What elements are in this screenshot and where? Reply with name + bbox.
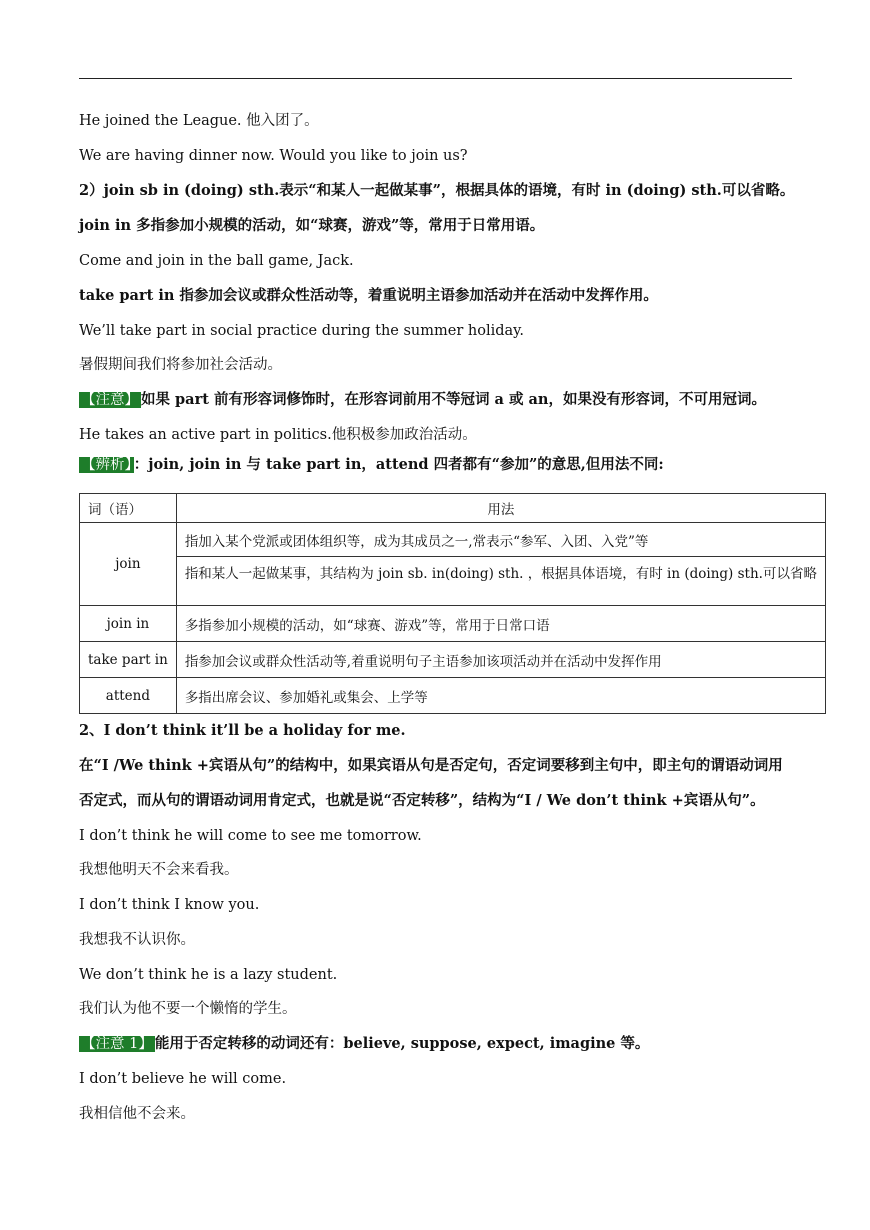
word-cell-take-part-in: take part in (80, 642, 177, 678)
example-sentence: He takes an active part in politics.他积极参加政治活动。 (79, 427, 477, 443)
example-translation: 我们认为他不要一个懒惰的学生。 (79, 1001, 297, 1017)
note-tag: 【注意】 (81, 392, 139, 408)
example-sentence: I don’t think he will come to see me tomorrow. (79, 828, 422, 844)
section-heading: 2、I don’t think it’ll be a holiday for me. (79, 722, 406, 739)
note-text: 如果 part 前有形容词修饰时，在形容词前用不等冠词 a 或 an，如果没有形容词，不可用冠词。 (141, 391, 766, 408)
example-sentence: We don’t think he is a lazy student. (79, 967, 338, 983)
comparison-text: ：join, join in 与 take part in，attend 四者都有“参加”的意思,但用法不同: (133, 456, 664, 473)
example-translation: 我想他明天不会来看我。 (79, 862, 239, 878)
header-word-cell: 词（语） (80, 494, 177, 523)
usage-cell: 多指出席会议、参加婚礼或集会、上学等 (176, 678, 825, 714)
note-text: 能用于否定转移的动词还有：believe, suppose, expect, imagine 等。 (154, 1035, 650, 1052)
note-line (79, 390, 766, 410)
example-sentence: I don’t think I know you. (79, 897, 260, 913)
usage-cell: 指加入某个党派或团体组织等，成为其成员之一,常表示“参军、入团、入党”等 (176, 523, 825, 557)
table-row (80, 557, 826, 606)
example-translation: 我相信他不会来。 (79, 1106, 195, 1122)
comparison-tag: 【辨析】 (81, 457, 132, 473)
rule-heading: 在“I /We think +宾语从句”的结构中，如果宾语从句是否定句，否定词要移到主句中，即主句的谓语动词用 (79, 757, 783, 774)
example-sentence: We’ll take part in social practice during the summer holiday. (79, 323, 525, 339)
note-tag: 【注意 1】 (81, 1036, 153, 1052)
usage-table (79, 493, 826, 714)
rule-heading: take part in 指参加会议或群众性活动等，着重说明主语参加活动并在活动中发挥作用。 (79, 287, 658, 304)
usage-cell: 多指参加小规模的活动，如“球赛、游戏”等，常用于日常口语 (176, 606, 825, 642)
example-translation: 暑假期间我们将参加社会活动。 (79, 357, 282, 373)
header-usage-cell: 用法 (176, 494, 825, 523)
word-cell-attend: attend (80, 678, 177, 714)
word-cell-join-in: join in (80, 606, 177, 642)
rule-heading: 2）join sb in (doing) sth.表示“和某人一起做某事”，根据具体的语境，有时 in (doing) sth.可以省略。 (79, 182, 795, 199)
table-row (80, 642, 826, 678)
example-sentence: Come and join in the ball game, Jack. (79, 253, 354, 269)
table-row (80, 678, 826, 714)
example-sentence: I don’t believe he will come. (79, 1071, 287, 1087)
usage-text: 指和某人一起做某事，其结构为 join sb. in(doing) sth. ，根据具体语境，有时 in (doing) sth.可以省略 (184, 565, 817, 582)
table-header-row (80, 494, 826, 523)
rule-heading: 否定式，而从句的谓语动词用肯定式，也就是说“否定转移”，结构为“I / We don’t think +宾语从句”。 (79, 792, 765, 809)
usage-cell-clipped (176, 557, 825, 606)
note-line (79, 1034, 649, 1054)
header-rule (79, 78, 792, 79)
example-translation: 我想我不认识你。 (79, 932, 195, 948)
table-row (80, 523, 826, 557)
example-sentence: We are having dinner now. Would you like to join us? (79, 148, 468, 164)
rule-heading: join in 多指参加小规模的活动，如“球赛，游戏”等，常用于日常用语。 (79, 217, 545, 234)
usage-cell: 指参加会议或群众性活动等,着重说明句子主语参加该项活动并在活动中发挥作用 (176, 642, 825, 678)
word-cell-join: join (80, 523, 177, 606)
table-row (80, 606, 826, 642)
example-sentence: He joined the League. 他入团了。 (79, 113, 319, 129)
comparison-line (79, 455, 664, 475)
